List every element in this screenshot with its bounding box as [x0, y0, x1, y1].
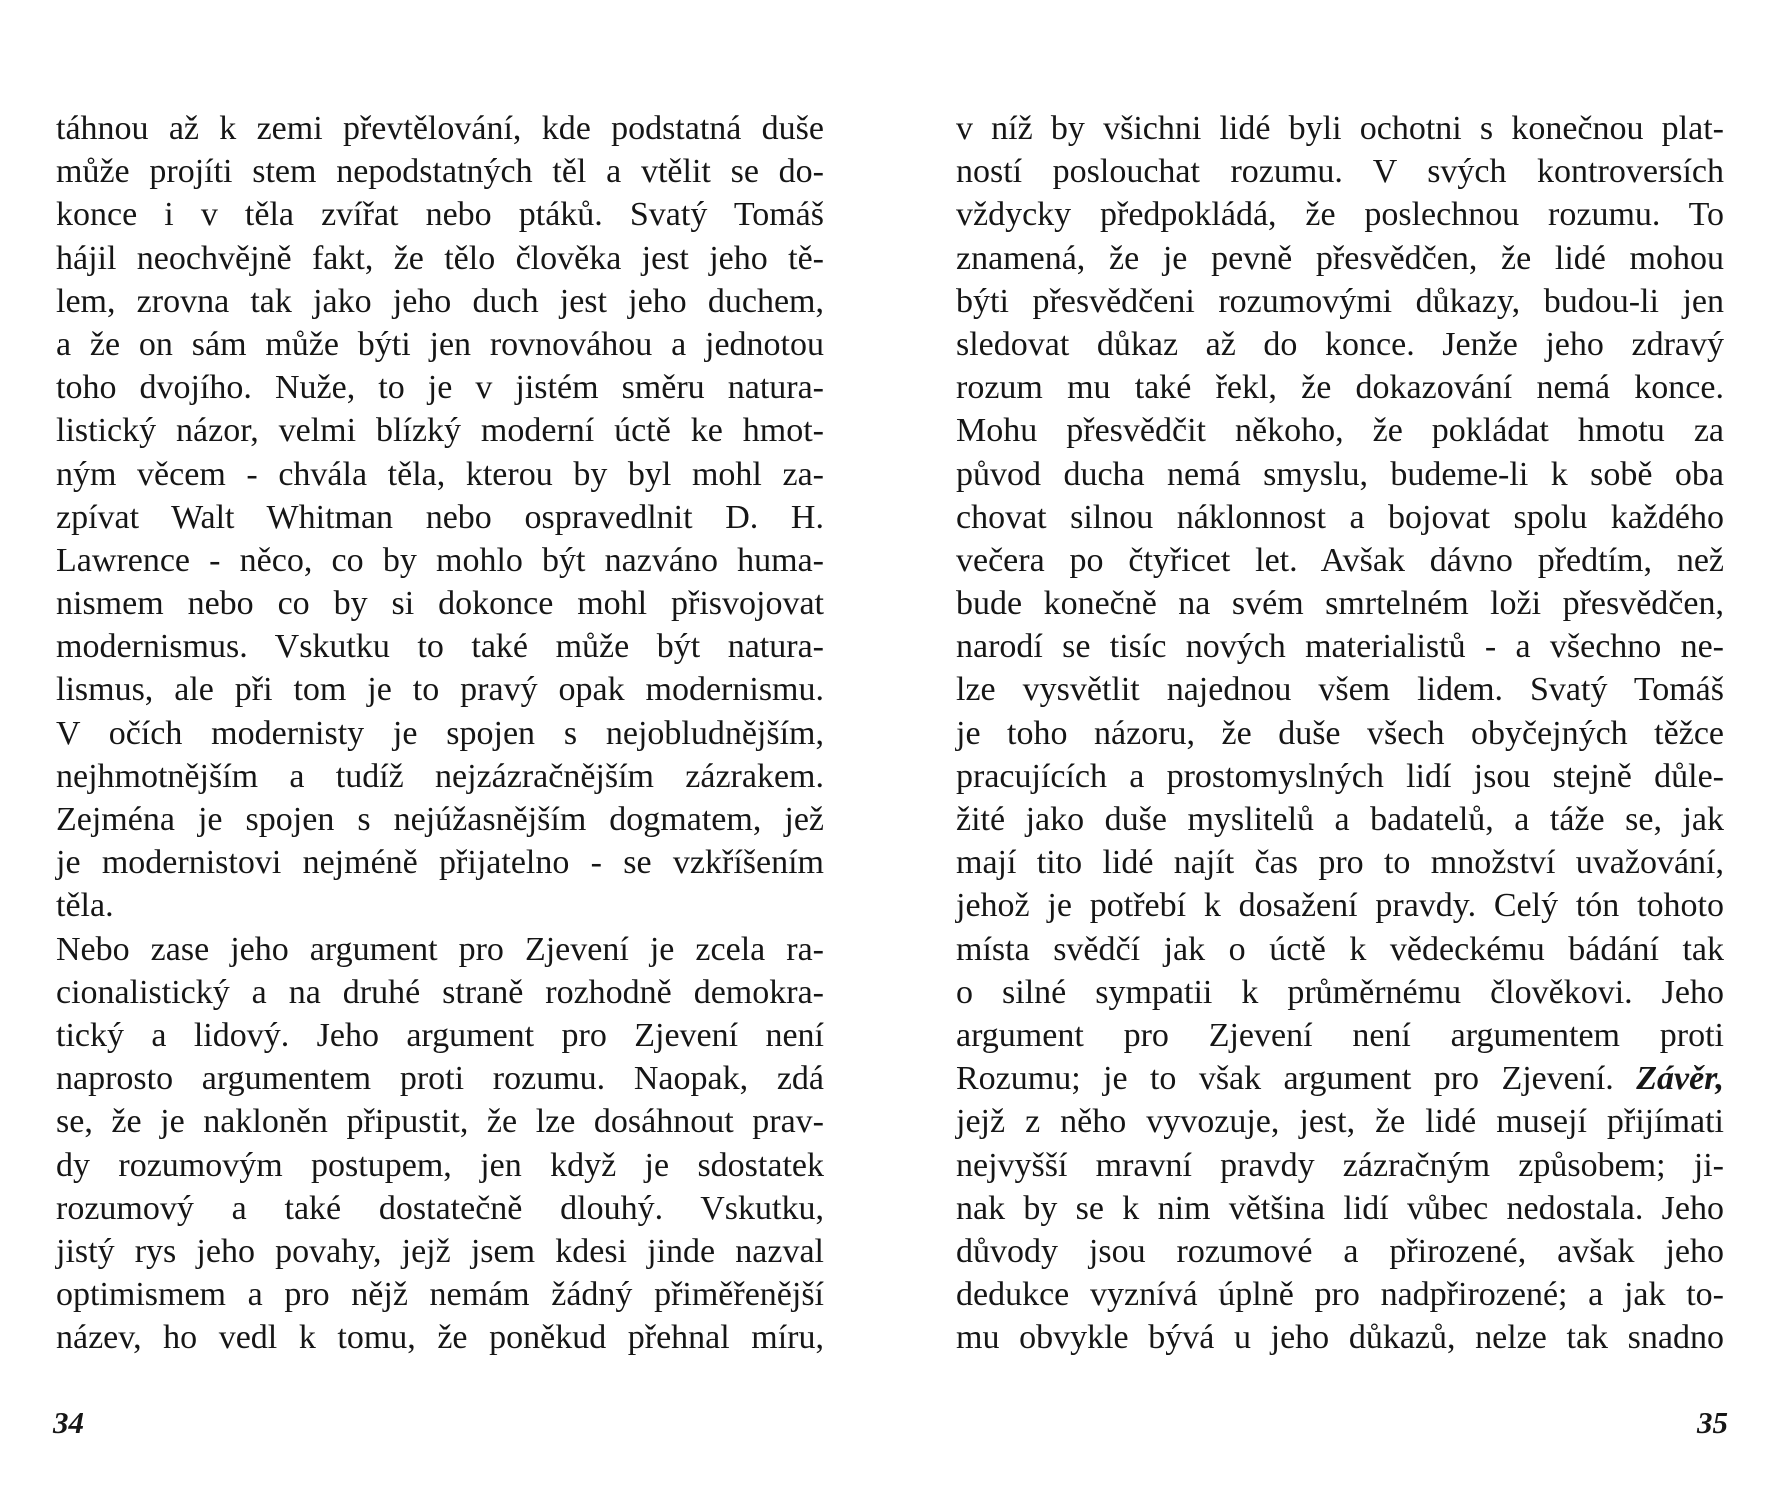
text-line: V očích modernisty je spojen s nejobludnějším,	[56, 714, 824, 752]
text-line: konce i v těla zvířat nebo ptáků. Svatý Tomáš	[56, 196, 824, 234]
left-page	[53, 95, 824, 1440]
text-line: místa svědčí jak o úctě k vědeckému bádání tak	[956, 930, 1724, 968]
text-line: rozum mu také řekl, že dokazování nemá konce.	[956, 369, 1724, 407]
text-line: lismus, ale při tom je to pravý opak modernismu.	[56, 671, 824, 709]
text-line: Lawrence - něco, co by mohlo být nazváno huma-	[56, 541, 824, 579]
text-line: modernismus. Vskutku to také může být natura-	[56, 628, 824, 666]
text-line: argument pro Zjevení není argumentem proti	[956, 1016, 1724, 1054]
text-line: jehož je potřebí k dosažení pravdy. Celý tón tohoto	[956, 887, 1724, 925]
text-line: chovat silnou náklonnost a bojovat spolu každého	[956, 498, 1724, 536]
text-line: Nebo zase jeho argument pro Zjevení je zcela ra-	[56, 930, 824, 968]
text-line: zpívat Walt Whitman nebo ospravedlnit D. H.	[56, 498, 824, 536]
text-line: o silné sympatii k průměrnému člověkovi. Jeho	[956, 973, 1724, 1011]
text-line: původ ducha nemá smyslu, budeme-li k sobě oba	[956, 455, 1724, 493]
text-line: znamená, že je pevně přesvědčen, že lidé mohou	[956, 239, 1724, 277]
text-line: dy rozumovým postupem, jen když je sdostatek	[56, 1146, 824, 1184]
text-line: jistý rys jeho povahy, jejž jsem kdesi jinde nazval	[56, 1232, 824, 1270]
text-line: lze vysvětlit najednou všem lidem. Svatý Tomáš	[956, 671, 1724, 709]
text-line: nejhmotnějším a tudíž nejzázračnějším zázrakem.	[56, 757, 824, 795]
text-line: cionalistický a na druhé straně rozhodně demokra-	[56, 973, 824, 1011]
text-fragment: Rozumu; je to však argument pro Zjevení.	[956, 1060, 1614, 1098]
text-line: večera po čtyřicet let. Avšak dávno předtím, než	[956, 541, 1724, 579]
text-line: toho dvojího. Nuže, to je v jistém směru natura-	[56, 369, 824, 407]
right-page-text	[956, 107, 1724, 1359]
page-number: 35	[1697, 1405, 1728, 1440]
text-line: název, ho vedl k tomu, že poněkud přehnal míru,	[56, 1319, 824, 1357]
text-line: v níž by všichni lidé byli ochotni s konečnou plat-	[956, 110, 1724, 147]
text-line: pracujících a prostomyslných lidí jsou stejně důle-	[956, 757, 1724, 795]
left-page-text	[56, 107, 824, 1359]
text-line: Mohu přesvědčit někoho, že pokládat hmotu za	[956, 412, 1724, 450]
text-line: nejvyšší mravní pravdy zázračným způsobem; ji-	[956, 1146, 1724, 1184]
text-line: jejž z něho vyvozuje, jest, že lidé musejí přijímati	[956, 1103, 1724, 1141]
text-line: býti přesvědčeni rozumovými důkazy, budou-li jen	[956, 282, 1724, 320]
text-line: důvody jsou rozumové a přirozené, avšak jeho	[956, 1232, 1724, 1270]
text-line: může projíti stem nepodstatných těl a vtělit se do-	[56, 153, 824, 191]
text-line: se, že je nakloněn připustit, že lze dosáhnout prav-	[56, 1103, 824, 1141]
text-line: vždycky předpokládá, že poslechnou rozumu. To	[956, 196, 1724, 234]
text-line: naprosto argumentem proti rozumu. Naopak, zdá	[56, 1060, 824, 1098]
text-line: nismem nebo co by si dokonce mohl přisvojovat	[56, 585, 824, 623]
text-line: Zejména je spojen s nejúžasnějším dogmatem, jež	[56, 801, 824, 838]
text-line: rozumový a také dostatečně dlouhý. Vskutku,	[56, 1189, 824, 1227]
text-line: ností poslouchat rozumu. V svých kontroversích	[956, 153, 1724, 191]
text-line-with-emphasis	[956, 1057, 1724, 1100]
emphasized-word: Závěr,	[1636, 1060, 1725, 1098]
text-line: je modernistovi nejméně přijatelno - se vzkříšením	[56, 844, 824, 882]
text-line: ným věcem - chvála těla, kterou by byl mohl za-	[56, 455, 824, 493]
text-line: sledovat důkaz až do konce. Jenže jeho zdravý	[956, 325, 1724, 363]
text-line: nak by se k nim většina lidí vůbec nedostala. Jeho	[956, 1189, 1724, 1227]
text-line: hájil neochvějně fakt, že tělo člověka jest jeho tě-	[56, 239, 824, 277]
text-line: a že on sám může býti jen rovnováhou a jednotou	[56, 325, 824, 363]
text-line: táhnou až k zemi převtělování, kde podstatná duše	[56, 110, 824, 147]
text-line: narodí se tisíc nových materialistů - a všechno ne-	[956, 628, 1724, 666]
text-line: listický názor, velmi blízký moderní úctě ke hmot-	[56, 412, 824, 450]
text-line: žité jako duše myslitelů a badatelů, a táže se, jak	[956, 801, 1724, 838]
text-line: mají tito lidé najít čas pro to množství uvažování,	[956, 844, 1724, 882]
page-number: 34	[53, 1405, 84, 1440]
text-line: optimismem a pro nějž nemám žádný přiměřenější	[56, 1276, 824, 1314]
text-line: bude konečně na svém smrtelném loži přesvědčen,	[956, 585, 1724, 623]
right-page	[956, 95, 1728, 1440]
text-line: dedukce vyznívá úplně pro nadpřirozené; a jak to-	[956, 1276, 1724, 1314]
paragraph-end-line: těla.	[56, 887, 114, 925]
text-line: tický a lidový. Jeho argument pro Zjevení není	[56, 1016, 824, 1054]
text-line: lem, zrovna tak jako jeho duch jest jeho duchem,	[56, 282, 824, 320]
text-line: je toho názoru, že duše všech obyčejných těžce	[956, 714, 1724, 752]
text-line: mu obvykle bývá u jeho důkazů, nelze tak snadno	[956, 1319, 1724, 1357]
